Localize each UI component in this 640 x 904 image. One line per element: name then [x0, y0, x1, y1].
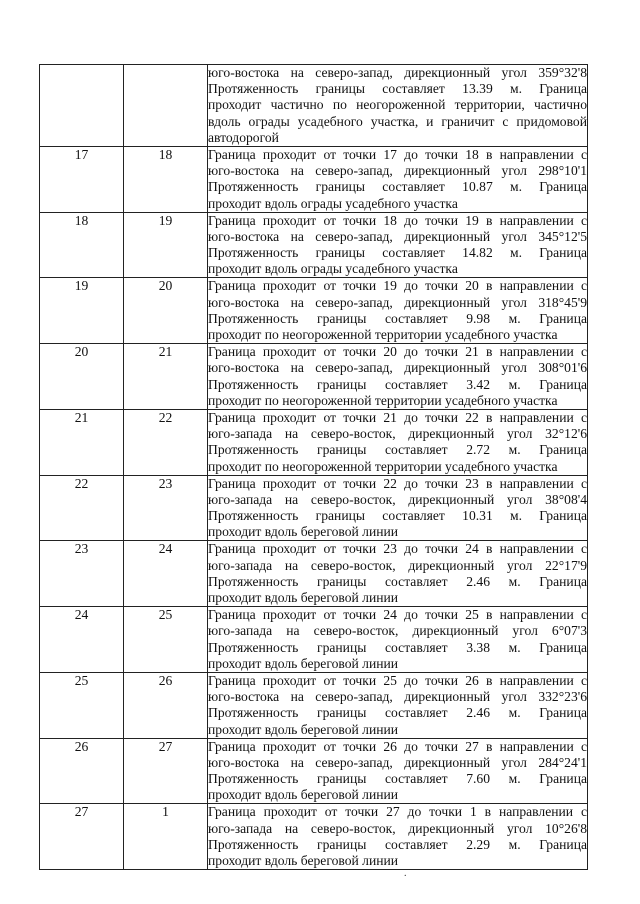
description-line: проходит по неогороженной территории усадебного участка — [208, 327, 558, 342]
description-line: Протяженность границы составляет 14.82 м. Граница — [208, 245, 587, 261]
description-line: проходит вдоль ограды усадебного участка — [208, 261, 458, 277]
description-line: проходит вдоль береговой линии — [208, 853, 399, 868]
description-line: юго-запада на северо-восток, дирекционный угол 6°07'3 — [208, 623, 587, 639]
description-line: автодорогой — [208, 129, 279, 145]
description-line: Граница проходит от точки 24 до точки 25 в направлении с — [208, 607, 587, 623]
description-line: проходит частично по неогороженной территории, частично — [208, 97, 587, 113]
description-line: юго-востока на северо-запад, дирекционный угол 308°01'6 — [208, 360, 587, 376]
table-row — [40, 804, 588, 870]
point-from-cell — [40, 65, 124, 147]
table-row — [40, 475, 588, 541]
table-row — [40, 672, 588, 738]
boundary-description-cell — [208, 344, 588, 410]
boundary-description-cell — [208, 146, 588, 212]
description-line: проходит вдоль береговой линии — [208, 721, 399, 737]
point-from-cell: 19 — [40, 278, 124, 344]
description-line: проходит по неогороженной территории усадебного участка — [208, 392, 558, 408]
description-line: Протяженность границы составляет 3.38 м. Граница — [208, 639, 587, 655]
table-row — [40, 65, 588, 147]
table-row — [40, 278, 588, 344]
table-row — [40, 409, 588, 475]
table-row — [40, 212, 588, 278]
boundary-description-cell — [208, 738, 588, 804]
description-line: вдоль ограды усадебного участка, и граничит с придомовой — [208, 113, 587, 129]
point-from-cell: 27 — [40, 804, 124, 870]
table-row — [40, 541, 588, 607]
point-to-cell: 20 — [124, 278, 208, 344]
description-line: Граница проходит от точки 27 до точки 1 в направлении с — [208, 804, 587, 820]
description-line: Граница проходит от точки 22 до точки 23 в направлении с — [208, 475, 587, 491]
description-line: Протяженность границы составляет 7.60 м. Граница — [208, 771, 587, 787]
description-line: проходит вдоль ограды усадебного участка — [208, 195, 458, 211]
description-line: Граница проходит от точки 26 до точки 27 в направлении с — [208, 738, 587, 754]
description-line: юго-запада на северо-восток, дирекционный угол 38°08'4 — [208, 491, 587, 507]
boundary-description-cell — [208, 541, 588, 607]
description-line: Протяженность границы составляет 2.46 м. Граница — [208, 573, 587, 589]
description-line: Граница проходит от точки 18 до точки 19 в направлении с — [208, 212, 587, 228]
description-line: Граница проходит от точки 21 до точки 22 в направлении с — [208, 409, 587, 425]
description-line: Граница проходит от точки 19 до точки 20 в направлении с — [208, 278, 587, 294]
description-line: юго-востока на северо-запад, дирекционный угол 332°23'6 — [208, 689, 587, 705]
point-to-cell: 25 — [124, 607, 208, 673]
point-from-cell: 25 — [40, 672, 124, 738]
description-line: проходит вдоль береговой линии — [208, 655, 399, 671]
boundary-description-cell — [208, 607, 588, 673]
description-line: Протяженность границы составляет 2.46 м. Граница — [208, 705, 587, 721]
boundary-description-cell — [208, 409, 588, 475]
point-to-cell: 27 — [124, 738, 208, 804]
point-to-cell: 21 — [124, 344, 208, 410]
point-from-cell: 20 — [40, 344, 124, 410]
description-line: Протяженность границы составляет 3.42 м. Граница — [208, 376, 587, 392]
description-line: проходит вдоль береговой линии — [208, 524, 399, 540]
description-line: Граница проходит от точки 23 до точки 24 в направлении с — [208, 541, 587, 557]
table-row — [40, 607, 588, 673]
description-line: юго-востока на северо-запад, дирекционный угол 318°45'9 — [208, 294, 587, 310]
boundary-description-cell — [208, 65, 588, 147]
boundary-description-cell — [208, 278, 588, 344]
description-line: Протяженность границы составляет 9.98 м. Граница — [208, 310, 587, 326]
point-to-cell: 18 — [124, 146, 208, 212]
description-line: проходит вдоль береговой линии — [208, 590, 399, 605]
page-mark: . — [404, 868, 407, 879]
description-line: юго-востока на северо-запад, дирекционный угол 359°32'8 — [208, 65, 587, 80]
point-from-cell: 24 — [40, 607, 124, 673]
boundary-description-cell — [208, 672, 588, 738]
boundary-description-cell — [208, 475, 588, 541]
boundary-description-table — [39, 64, 588, 870]
point-to-cell: 24 — [124, 541, 208, 607]
point-to-cell: 22 — [124, 409, 208, 475]
point-from-cell: 21 — [40, 409, 124, 475]
description-line: Граница проходит от точки 17 до точки 18 в направлении с — [208, 146, 587, 162]
description-line: Протяженность границы составляет 10.31 м. Граница — [208, 508, 587, 524]
description-line: Протяженность границы составляет 10.87 м. Граница — [208, 179, 587, 195]
point-from-cell: 23 — [40, 541, 124, 607]
point-from-cell: 26 — [40, 738, 124, 804]
table-body — [40, 65, 588, 870]
point-from-cell: 18 — [40, 212, 124, 278]
description-line: юго-востока на северо-запад, дирекционный угол 345°12'5 — [208, 228, 587, 244]
description-line: Протяженность границы составляет 2.29 м. Граница — [208, 836, 587, 852]
point-from-cell: 22 — [40, 475, 124, 541]
boundary-description-cell — [208, 804, 588, 870]
table-row — [40, 344, 588, 410]
point-to-cell: 23 — [124, 475, 208, 541]
description-line: Граница проходит от точки 25 до точки 26 в направлении с — [208, 672, 587, 688]
point-to-cell: 19 — [124, 212, 208, 278]
point-from-cell: 17 — [40, 146, 124, 212]
table-row — [40, 146, 588, 212]
point-to-cell — [124, 65, 208, 147]
description-line: юго-запада на северо-восток, дирекционный угол 32°12'6 — [208, 426, 587, 442]
description-line: юго-запада на северо-восток, дирекционный угол 10°26'8 — [208, 820, 587, 836]
description-line: Протяженность границы составляет 13.39 м. Граница — [208, 81, 587, 97]
description-line: юго-запада на северо-восток, дирекционный угол 22°17'9 — [208, 557, 587, 573]
point-to-cell: 1 — [124, 804, 208, 870]
description-line: проходит вдоль береговой линии — [208, 787, 399, 803]
description-line: юго-востока на северо-запад, дирекционный угол 284°24'1 — [208, 754, 587, 770]
description-line: проходит по неогороженной территории усадебного участка — [208, 458, 558, 474]
description-line: Граница проходит от точки 20 до точки 21 в направлении с — [208, 344, 587, 360]
description-line: юго-востока на северо-запад, дирекционный угол 298°10'1 — [208, 163, 587, 179]
point-to-cell: 26 — [124, 672, 208, 738]
description-line: Протяженность границы составляет 2.72 м. Граница — [208, 442, 587, 458]
boundary-description-cell — [208, 212, 588, 278]
table-row — [40, 738, 588, 804]
